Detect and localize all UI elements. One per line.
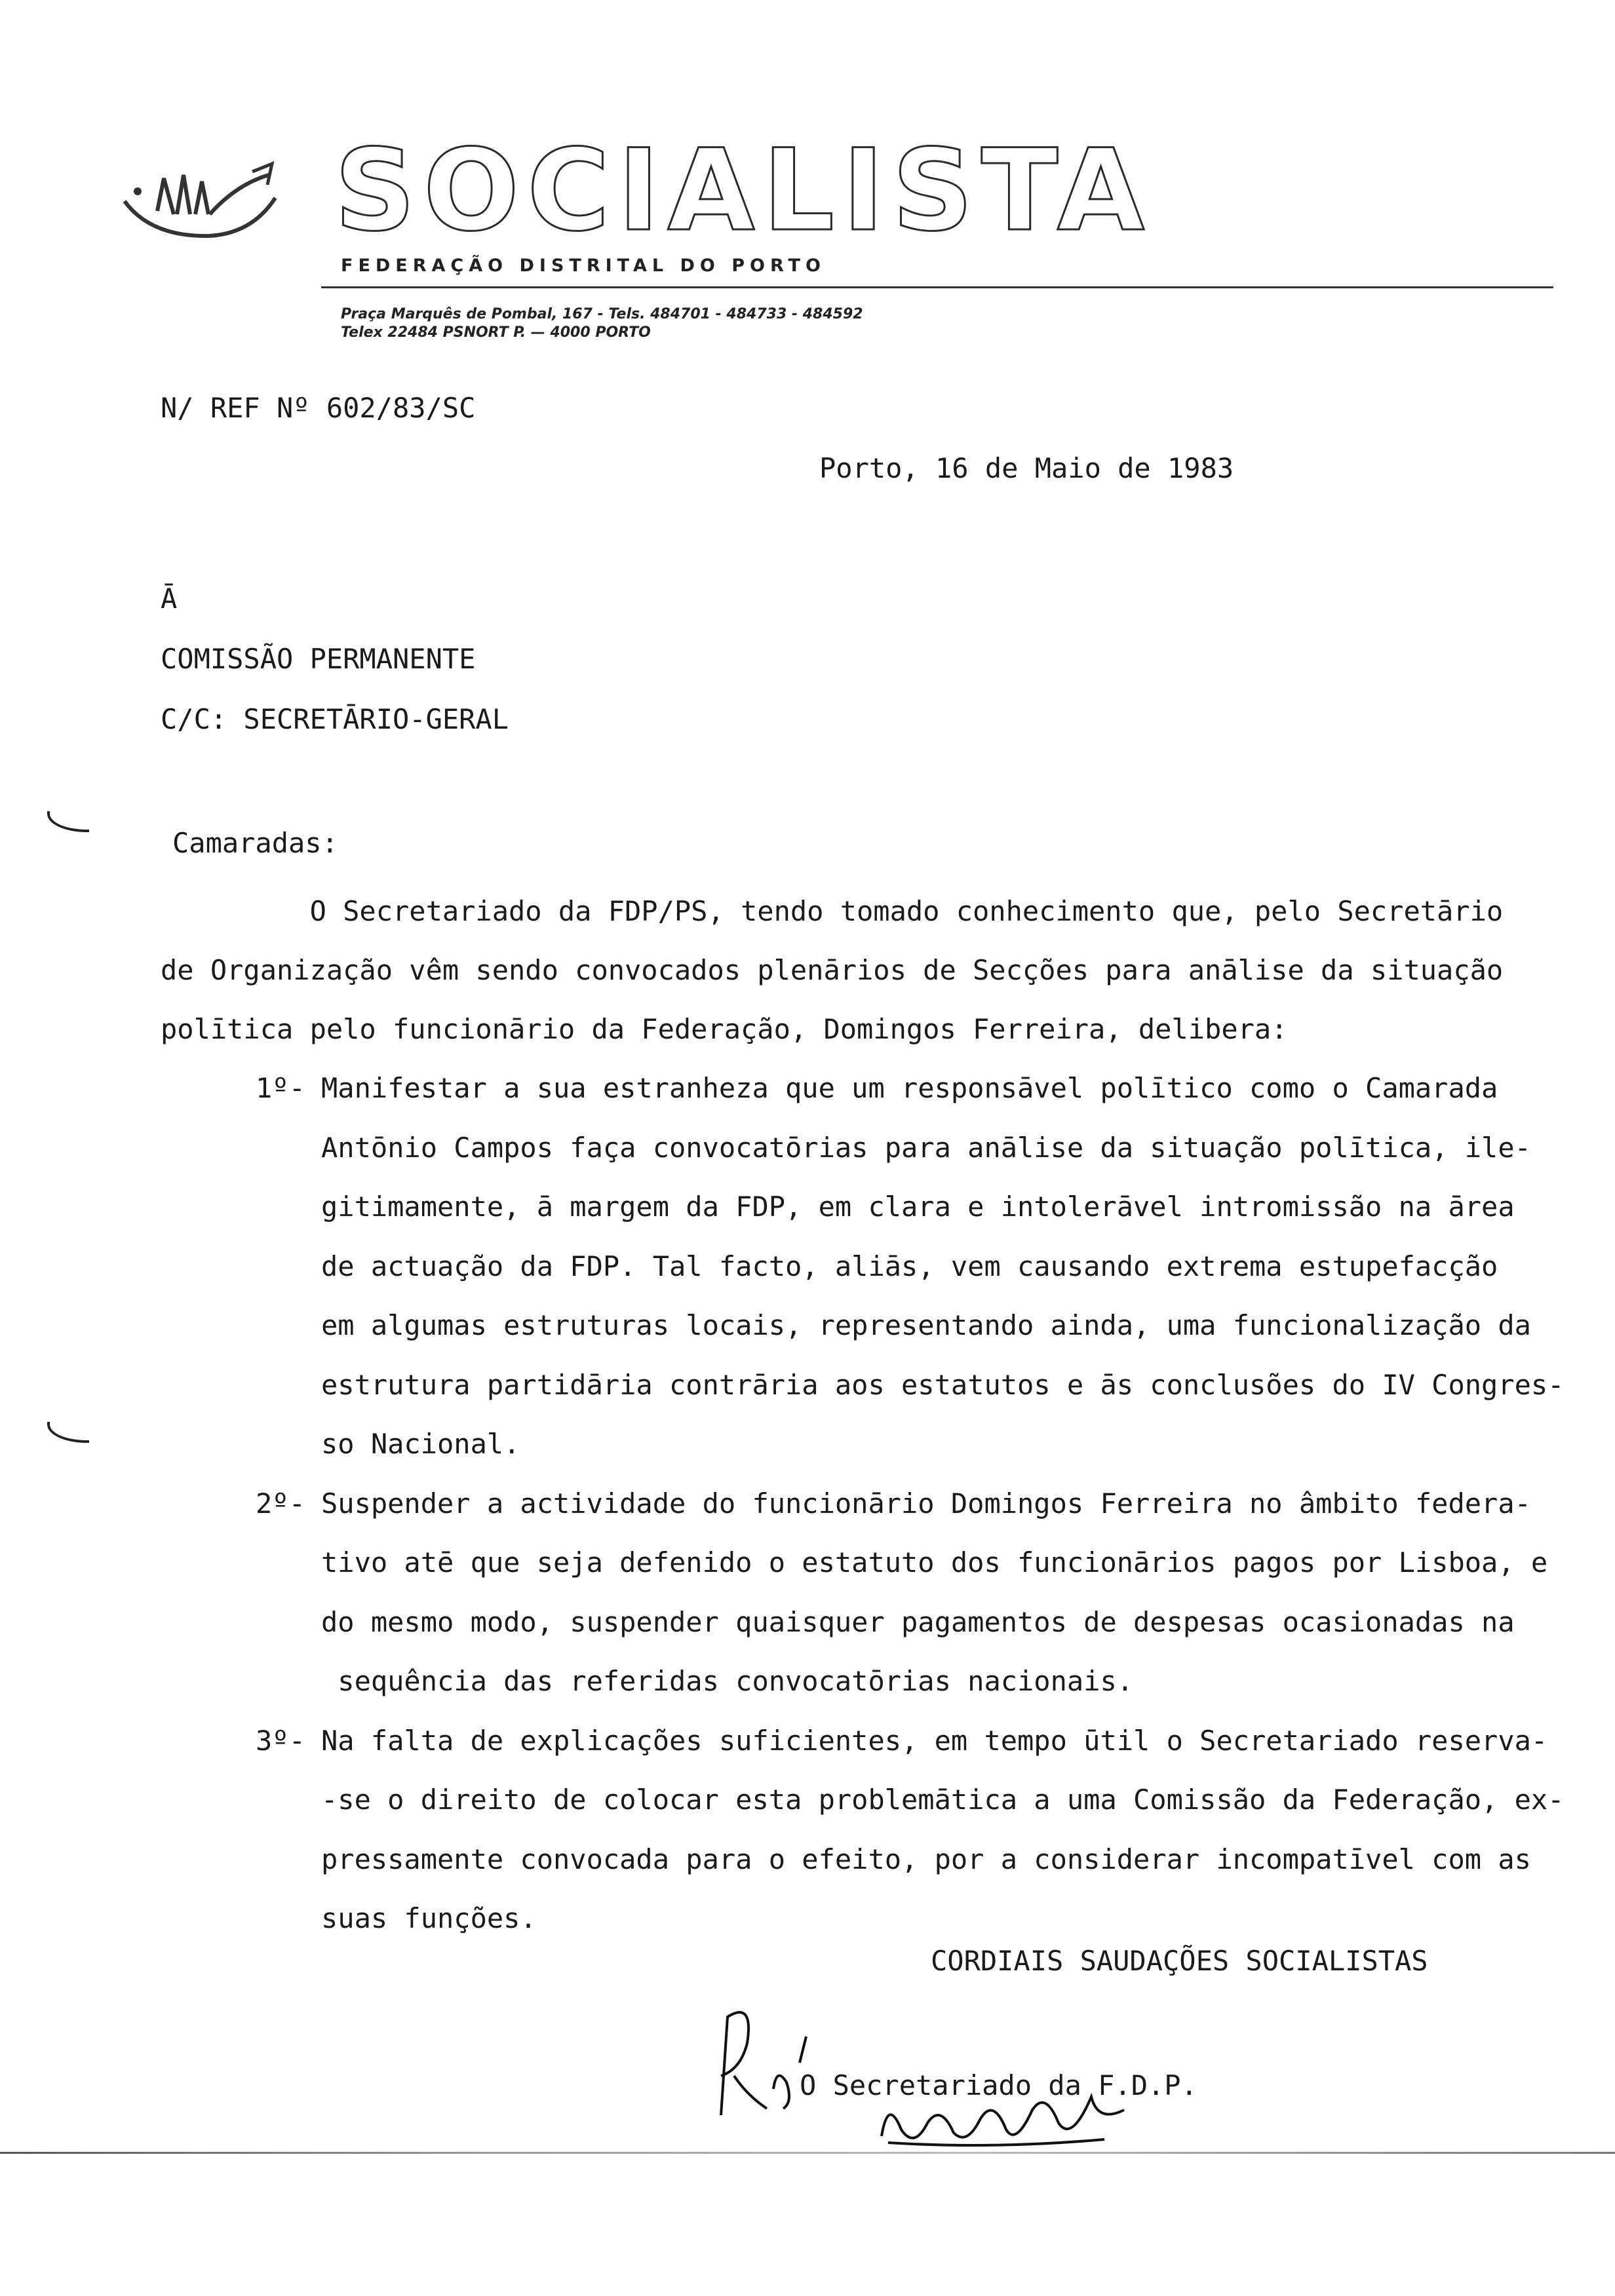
margin-mark xyxy=(47,811,89,832)
item-line: estrutura partidāria contrāria aos estatutos e ās conclusões do IV Congres- xyxy=(321,1368,1565,1401)
intro-line: O Secretariado da FDP/PS, tendo tomado conhecimento que, pelo Secretārio xyxy=(161,895,1504,927)
item-line: tivo atē que seja defenido o estatuto dos funcionārios pagos por Lisboa, e xyxy=(321,1546,1548,1578)
item-line: Manifestar a sua estranheza que um responsāvel polītico como o Camarada xyxy=(321,1072,1498,1104)
brand-name: SOCIALISTA xyxy=(334,124,1152,256)
item-number: 1º- xyxy=(256,1072,305,1104)
item-line: pressamente convocada para o efeito, por a considerar incompatīvel com as xyxy=(321,1843,1531,1875)
item-line: Antōnio Campos faça convocatōrias para anālise da situação polītica, ile- xyxy=(321,1131,1531,1164)
addressee-line: Ā xyxy=(161,583,178,615)
addressee-block xyxy=(161,569,509,750)
margin-mark xyxy=(47,1422,89,1443)
letterhead-address xyxy=(341,305,863,342)
address-line-1: Praça Marquês de Pombal, 167 - Tels. 484701 - 484733 - 484592 xyxy=(341,306,863,322)
bottom-rule xyxy=(0,2152,1615,2154)
handwritten-initials xyxy=(695,2004,826,2128)
item-line: em algumas estruturas locais, representando ainda, uma funcionalização da xyxy=(321,1309,1531,1341)
item-number: 2º- xyxy=(256,1487,305,1520)
item-number: 3º- xyxy=(256,1724,305,1757)
greeting: Camaradas: xyxy=(172,827,338,859)
resolution-list xyxy=(256,1059,1564,1949)
party-logo xyxy=(111,152,288,244)
resolution-item xyxy=(256,1474,1564,1712)
item-line: de actuação da FDP. Tal facto, aliās, vem causando extrema estupefacção xyxy=(321,1250,1498,1282)
addressee-line: COMISSÃO PERMANENTE xyxy=(161,643,476,675)
item-line: so Nacional. xyxy=(321,1428,520,1460)
item-line: -se o direito de colocar esta problemātica a uma Comissão da Federação, ex- xyxy=(321,1784,1565,1816)
intro-line: polītica pelo funcionārio da Federação, Domingos Ferreira, delibera: xyxy=(161,1013,1288,1045)
item-line: Na falta de explicações suficientes, em tempo ūtil o Secretariado reserva- xyxy=(321,1724,1548,1757)
address-line-2: Telex 22484 PSNORT P. — 4000 PORTO xyxy=(341,324,651,341)
signer-line: O Secretariado da F.D.P. xyxy=(800,2069,1197,2101)
item-line: suas funções. xyxy=(321,1902,537,1934)
item-text xyxy=(321,1059,1564,1474)
resolution-item xyxy=(256,1059,1564,1474)
intro-paragraph xyxy=(161,882,1503,1059)
letterhead-rule xyxy=(321,286,1553,288)
item-text xyxy=(321,1712,1564,1949)
resolution-item xyxy=(256,1712,1564,1949)
federation-name: FEDERAÇÃO DISTRITAL DO PORTO xyxy=(341,256,826,276)
handwritten-signature xyxy=(875,2084,1137,2156)
reference-number: N/ REF Nº 602/83/SC xyxy=(161,392,476,424)
item-line: Suspender a actividade do funcionārio Domingos Ferreira no âmbito federa- xyxy=(321,1487,1531,1520)
item-line: do mesmo modo, suspender quaisquer pagamentos de despesas ocasionadas na xyxy=(321,1605,1515,1638)
closing-salutation: CORDIAIS SAUDAÇÕES SOCIALISTAS xyxy=(931,1945,1428,1977)
item-text xyxy=(321,1474,1547,1712)
addressee-line: C/C: SECRETĀRIO-GERAL xyxy=(161,703,509,735)
place-date: Porto, 16 de Maio de 1983 xyxy=(819,452,1234,484)
item-line: sequência das referidas convocatōrias nacionais. xyxy=(321,1665,1134,1697)
item-line: gitimamente, ā margem da FDP, em clara e intolerāvel intromissão na ārea xyxy=(321,1191,1515,1223)
intro-line: de Organização vêm sendo convocados plenārios de Secções para anālise da situação xyxy=(161,954,1504,986)
